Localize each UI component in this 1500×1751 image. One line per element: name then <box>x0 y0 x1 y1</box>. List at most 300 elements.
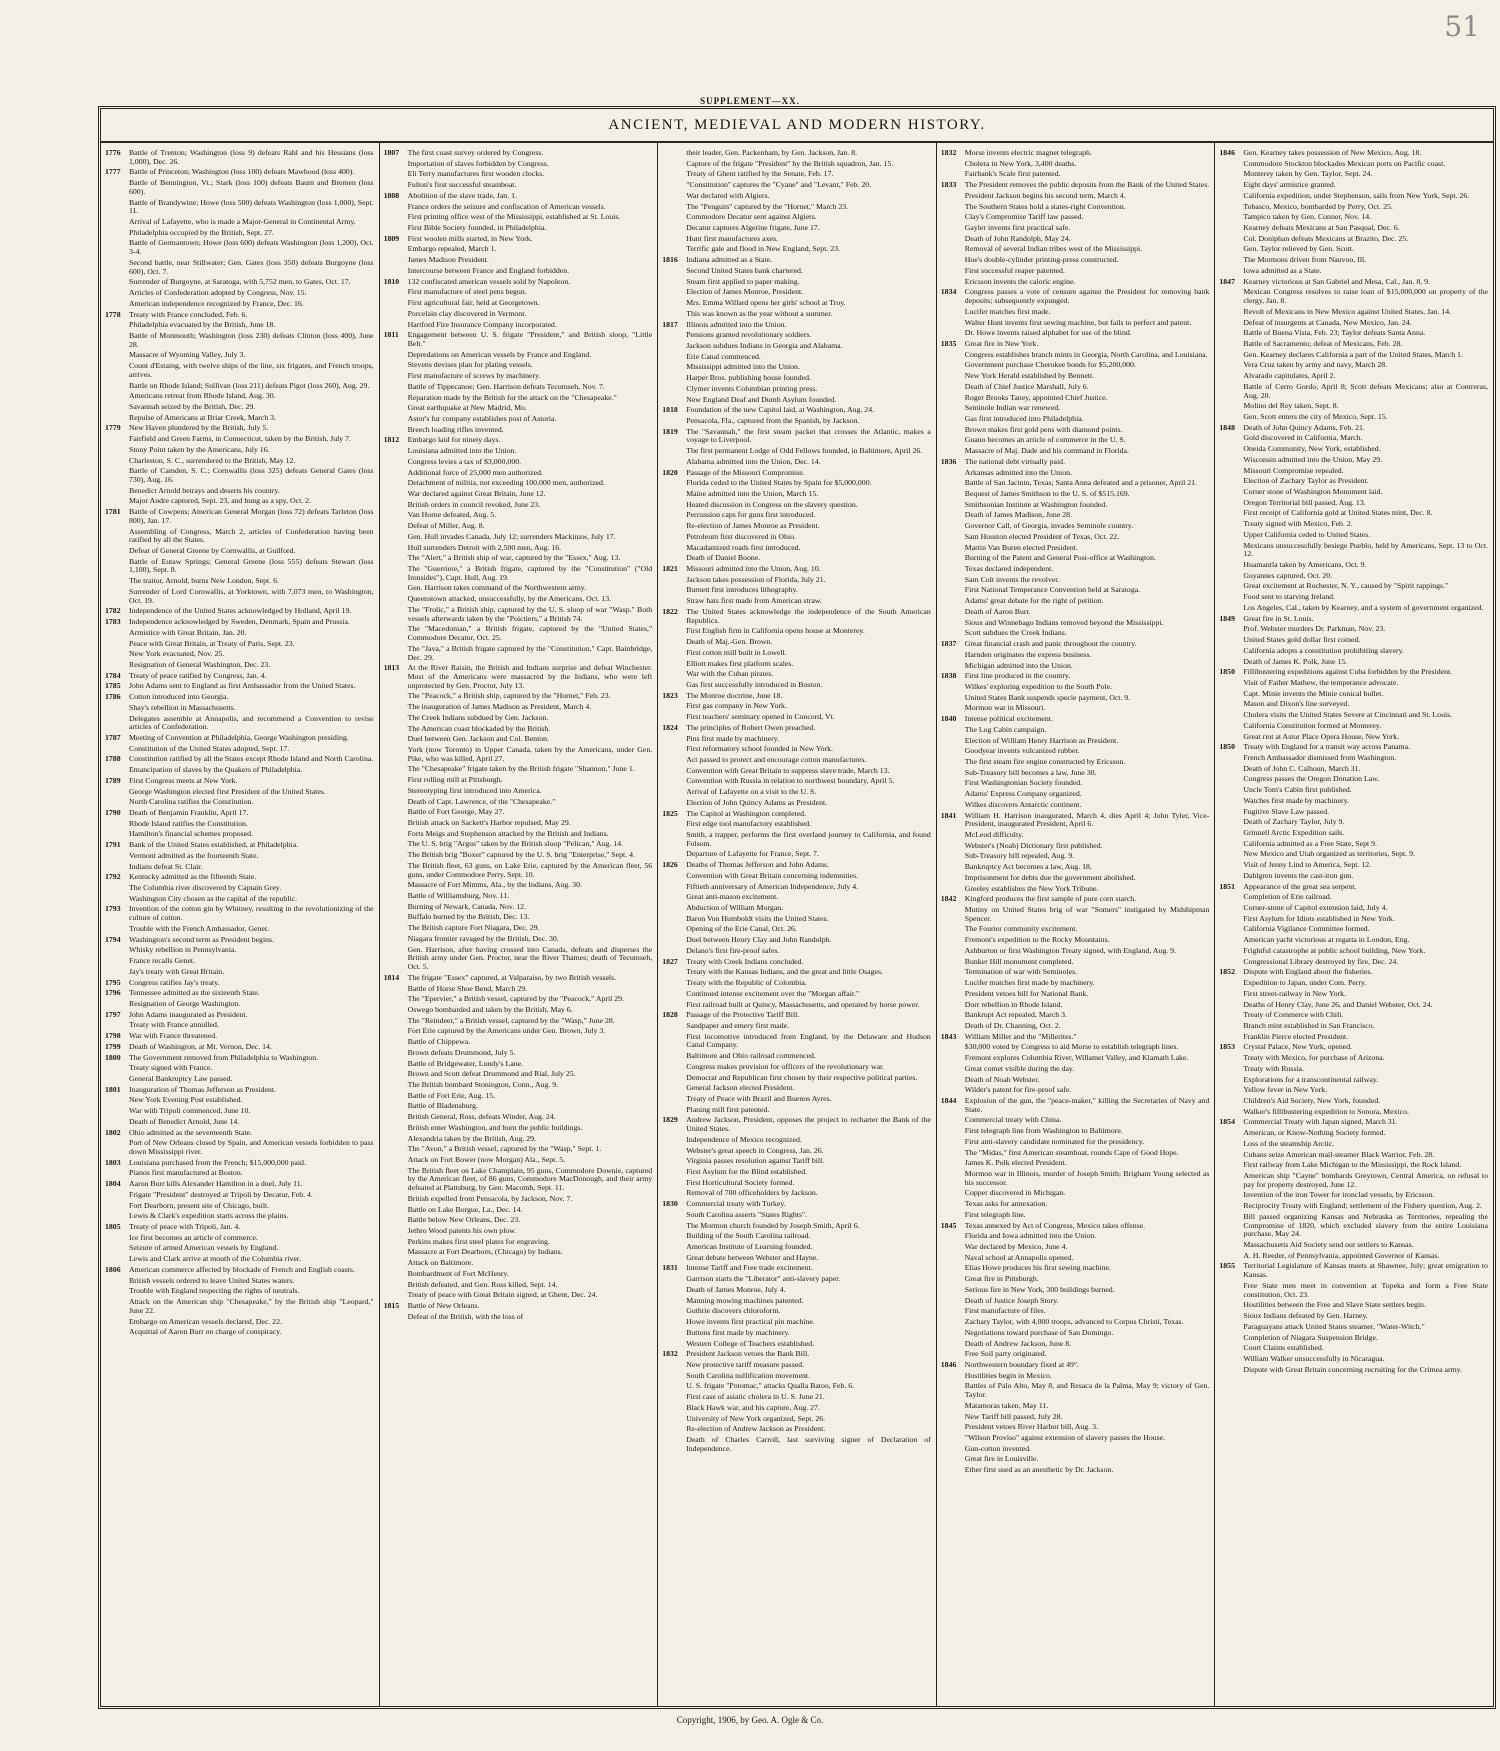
entry-year <box>662 363 686 372</box>
entry-year: 1812 <box>383 435 400 445</box>
entry-year <box>1219 690 1243 699</box>
history-entry <box>384 181 653 190</box>
history-entry <box>1219 149 1488 158</box>
entry-text: Manning mowing machines patented. <box>686 1295 804 1305</box>
entry-year <box>384 224 408 233</box>
entry-year: 1825 <box>662 808 678 818</box>
history-entry <box>941 1413 1210 1422</box>
entry-text: France recalls Genet. <box>129 956 196 966</box>
entry-text: Petroleum first discovered in Ohio. <box>686 531 796 541</box>
entry-text: Aaron Burr kills Alexander Hamilton in a duel, July 11. <box>129 1179 303 1189</box>
history-entry <box>941 925 1210 934</box>
entry-year <box>105 715 129 732</box>
entry-year <box>105 1021 129 1030</box>
history-entry <box>1219 402 1488 411</box>
entry-text: Gen. Scott enters the city of Mexico, Sept. 15. <box>1243 411 1388 421</box>
entry-text: The principles of Robert Owen preached. <box>686 722 816 732</box>
entry-year <box>1219 1065 1243 1074</box>
entry-text: Lewis & Clark's expedition starts across the plains. <box>129 1211 289 1221</box>
history-entry <box>384 1081 653 1090</box>
entry-text: First case of asiatic cholera in U. S. June 21. <box>686 1392 825 1402</box>
entry-text: Congress passes a vote of censure against the President for removing bank deposits; subsequently expunged. <box>964 287 1210 306</box>
entry-year <box>384 522 408 531</box>
entry-text: First rolling mill at Pittsburgh. <box>407 775 503 785</box>
entry-text: Fulton's first successful steamboat. <box>407 180 517 190</box>
entry-text: Attack on Fort Bower (now Morgan) Ala., Sept. 5. <box>407 1155 566 1164</box>
entry-year <box>662 649 686 658</box>
history-entry <box>941 737 1210 746</box>
history-entry <box>105 278 374 287</box>
history-entry <box>384 321 653 330</box>
entry-year <box>105 957 129 966</box>
entry-year: 1844 <box>940 1095 957 1105</box>
entry-text: Upper California ceded to United States. <box>1243 529 1371 539</box>
entry-year: 1829 <box>662 1115 678 1125</box>
entry-text: Surrender of Burgoyne, at Saratoga, with 5,752 men, to Gates, Oct. 17. <box>129 277 351 287</box>
history-entry <box>941 715 1210 724</box>
entry-year: 1817 <box>662 319 678 329</box>
entry-text: Explorations for a transcontinental railway. <box>1243 1074 1379 1084</box>
entry-year <box>1219 990 1243 999</box>
entry-year <box>662 1340 686 1349</box>
entry-year <box>662 310 686 319</box>
history-entry <box>941 256 1210 265</box>
entry-text: Roger Brooks Taney, appointed Chief Justice. <box>964 392 1108 402</box>
entry-text: Erie Canal commenced. <box>686 351 761 361</box>
entry-year <box>1219 979 1243 988</box>
history-entry <box>941 812 1210 829</box>
entry-year <box>105 863 129 872</box>
entry-year <box>941 511 965 520</box>
entry-text: The "Reindeer," a British vessel, captured by the "Wasp," June 28. <box>407 1015 615 1025</box>
entry-year <box>105 289 129 298</box>
history-entry <box>105 1086 374 1095</box>
entry-text: The "Java," a British frigate captured by the "Constitution," Capt. Bainbridge, Dec. 29. <box>407 643 653 662</box>
history-entry <box>105 672 374 681</box>
entry-text: Corner-stone of Capitol extension laid, July 4. <box>1243 903 1388 913</box>
entry-year <box>384 625 408 642</box>
entry-year <box>941 874 965 883</box>
history-entry <box>105 1244 374 1253</box>
entry-text: The "Epervier," a British vessel, captured by the "Peacock," April 29. <box>407 994 624 1004</box>
entry-year <box>941 447 965 456</box>
history-entry <box>384 913 653 922</box>
entry-text: President Jackson vetoes the Bank Bill. <box>686 1349 810 1359</box>
entry-text: California adopts a constitution prohibiting slavery. <box>1243 645 1404 655</box>
entry-year: 1807 <box>383 148 400 157</box>
history-entry <box>662 342 931 351</box>
entry-year <box>662 872 686 881</box>
entry-year <box>1219 372 1243 381</box>
entry-text: Ether first used as an anesthetic by Dr. Jackson. <box>964 1465 1114 1475</box>
entry-year <box>662 1179 686 1188</box>
entry-text: Gas first successfully introduced in Boston. <box>686 679 823 689</box>
entry-year <box>1219 1344 1243 1353</box>
entry-text: Election of Zachary Taylor as President. <box>1243 476 1369 486</box>
history-entry <box>105 863 374 872</box>
entry-year <box>941 769 965 778</box>
entry-year <box>1219 647 1243 656</box>
entry-year <box>105 321 129 330</box>
entry-year <box>384 776 408 785</box>
entry-year <box>941 394 965 403</box>
history-entry <box>1219 1334 1488 1343</box>
entry-year: 1792 <box>105 872 121 882</box>
entry-year <box>384 1006 408 1015</box>
history-entry <box>1219 1323 1488 1332</box>
entry-year: 1785 <box>105 681 121 691</box>
history-entry <box>941 906 1210 923</box>
history-entry <box>941 1382 1210 1399</box>
entry-text: Straw hats first made from American straw. <box>686 596 822 606</box>
entry-text: Battle on Lake Borgue, La., Dec. 14. <box>407 1204 523 1214</box>
history-entry <box>662 1033 931 1050</box>
entry-text: The Southern States hold a states-right Convention. <box>964 201 1126 211</box>
entry-year <box>384 1145 408 1154</box>
entry-year <box>384 1156 408 1165</box>
history-entry <box>941 958 1210 967</box>
entry-text: Free State men meet in convention at Topeka and form a Free State constitution, Oct. 23. <box>1243 1280 1488 1299</box>
entry-year <box>1219 1213 1243 1239</box>
entry-text: First railroad built at Quincy, Massachusetts, and operated by horse power. <box>686 999 920 1009</box>
history-entry <box>105 1255 374 1264</box>
entry-text: Gen. Hull invades Canada, July 12; surrenders Mackinaw, July 17. <box>407 531 616 541</box>
entry-year: 1831 <box>662 1263 678 1273</box>
entry-text: Embargo laid for ninety days. <box>407 435 501 445</box>
entry-text: Massacre of Wyoming Valley, July 3. <box>129 350 246 360</box>
entry-text: Treaty of Commerce with Chili. <box>1243 1010 1344 1020</box>
entry-text: Invention of the cotton gin by Whitney, resulting in the revolutionizing of the culture of cotton. <box>129 904 374 923</box>
entry-year <box>105 820 129 829</box>
entry-text: The British fleet, 63 guns, on Lake Erie, captured by the American fleet, 56 guns, under Commodore Perry, Sept. 10. <box>407 860 653 879</box>
entry-year: 1837 <box>940 639 957 649</box>
entry-year: 1849 <box>1219 613 1235 623</box>
history-entry <box>384 351 653 360</box>
entry-text: The "Avon," a British vessel, captured by the "Wasp," Sept. 1. <box>407 1144 602 1154</box>
history-entry <box>105 715 374 732</box>
entry-year <box>941 990 965 999</box>
entry-text: Passage of the Protective Tariff Bill. <box>686 1010 800 1020</box>
history-entry <box>662 1436 931 1453</box>
entry-year <box>384 160 408 169</box>
entry-text: Termination of war with Seminoles. <box>964 967 1078 977</box>
entry-year <box>662 702 686 711</box>
entry-text: Tennessee admitted as the sixteenth State. <box>129 988 260 998</box>
entry-year <box>105 629 129 638</box>
entry-text: Elias Howe produces his first sewing machine. <box>964 1263 1111 1273</box>
entry-text: Northwestern boundary fixed at 49°. <box>964 1359 1079 1369</box>
entry-year <box>941 852 965 861</box>
entry-text: Terrific gale and flood in New England, Sept. 23. <box>686 244 841 254</box>
history-entry <box>384 765 653 774</box>
entry-text: Webster's (Noah) Dictionary first published. <box>964 840 1103 850</box>
history-entry <box>105 457 374 466</box>
history-entry <box>105 1202 374 1211</box>
entry-text: South Carolina nullification movement. <box>686 1370 811 1380</box>
entry-year <box>941 245 965 254</box>
entry-year <box>105 946 129 955</box>
entry-text: Treaty of peace with Great Britain signed, at Ghent, Dec. 24. <box>407 1290 598 1300</box>
history-entry <box>1219 434 1488 443</box>
entry-text: Battle of San Jacinto, Texas; Santa Anna defeated and a prisoner, April 21. <box>964 478 1197 488</box>
entry-text: Surrender of Lord Cornwallis, at Yorktown, with 7,073 men, to Washington, Oct. 19. <box>129 586 374 605</box>
entry-text: Embargo on American vessels declared, Dec. 22. <box>129 1316 282 1326</box>
entry-year <box>662 245 686 254</box>
history-entry <box>1219 361 1488 370</box>
entry-text: Congressional Library destroyed by fire, Dec. 24. <box>1243 956 1399 966</box>
history-entry <box>1219 224 1488 233</box>
entry-year <box>941 469 965 478</box>
entry-text: Corner stone of Washington Monument laid. <box>1243 487 1383 496</box>
entry-text: Iowa admitted as a State. <box>1243 265 1322 275</box>
history-entry <box>662 1404 931 1413</box>
entry-year <box>384 426 408 435</box>
entry-text: First teachers' seminary opened in Concord, Vt. <box>686 712 835 722</box>
entry-year <box>941 737 965 746</box>
history-entry <box>1219 488 1488 497</box>
entry-year <box>941 906 965 923</box>
entry-year: 1813 <box>383 663 400 673</box>
entry-year <box>941 1275 965 1284</box>
entry-year <box>1219 319 1243 328</box>
history-entry <box>384 490 653 499</box>
entry-year <box>1219 593 1243 602</box>
entry-text: Independence acknowledged by Sweden, Denmark, Spain and Prussia. <box>129 617 350 627</box>
entry-text: Garrison starts the "Liberator" anti-slavery paper. <box>686 1274 841 1284</box>
history-entry <box>941 662 1210 671</box>
entry-text: The British capture Fort Niagara, Dec. 29. <box>407 923 540 933</box>
entry-year <box>941 203 965 212</box>
entry-text: This was known as the year without a summer. <box>686 308 833 318</box>
history-entry <box>1219 203 1488 212</box>
entry-year <box>384 595 408 604</box>
history-entry <box>941 769 1210 778</box>
entry-text: Opening of the Erie Canal, Oct. 26. <box>686 924 797 934</box>
entry-year <box>941 1329 965 1338</box>
history-entry <box>384 584 653 593</box>
entry-text: The British fleet on Lake Champlain, 95 guns, Commodore Downie, captured by the American fleet, of 86 guns, Commodore MacDonough, and their army defeated at Plattsburg, by Gen. Macomb, Sept. 11. <box>407 1165 653 1193</box>
history-entry <box>384 310 653 319</box>
history-entry <box>662 735 931 744</box>
entry-text: Attack on the American ship "Chesapeake," by the British ship "Leopard," June 22. <box>129 1297 374 1315</box>
entry-year <box>662 278 686 287</box>
history-entry <box>662 331 931 340</box>
entry-text: University of New York organized, Sept. 26. <box>686 1413 826 1423</box>
entry-text: Foundation of the new Capitol laid, at Washington, Aug. 24. <box>686 405 875 415</box>
entry-year <box>941 1413 965 1422</box>
entry-year <box>1219 361 1243 370</box>
entry-text: Battle of Chippewa. <box>407 1037 471 1047</box>
history-entry <box>1219 979 1488 988</box>
history-entry <box>384 985 653 994</box>
entry-year <box>1219 160 1243 169</box>
entry-text: War with France threatened. <box>129 1031 218 1041</box>
entry-text: Congress ratifies Jay's treaty. <box>129 977 220 987</box>
history-entry <box>941 479 1210 488</box>
entry-text: Scott subdues the Creek Indians. <box>964 628 1067 638</box>
entry-text: First manufacture of steel pens begun. <box>407 287 527 297</box>
entry-text: Bankrupt Act repealed, March 3. <box>964 1010 1067 1020</box>
history-entry <box>662 958 931 967</box>
entry-text: Commercial treaty with China. <box>964 1115 1062 1125</box>
history-column-4 <box>937 143 1216 1706</box>
history-entry <box>384 1259 653 1268</box>
entry-text: The "Guerriere," a British frigate, captured by the "Constitution" ("Old Ironsides"), Capt. Hull, Aug. 19. <box>407 564 653 582</box>
entry-text: The Columbia river discovered by Captain Grey. <box>129 883 282 893</box>
history-entry <box>1219 1301 1488 1310</box>
entry-text: Battle below New Orleans, Dec. 23. <box>407 1215 521 1225</box>
entry-year <box>941 436 965 445</box>
entry-text: John Adams sent to England as first Ambassador from the United States. <box>129 681 356 691</box>
history-entry <box>384 595 653 604</box>
entry-year <box>941 1350 965 1359</box>
entry-text: First edge tool manufactory established. <box>686 819 812 829</box>
entry-text: Count d'Estaing, with twelve ships of the line, six frigates, and French troops, arrives. <box>129 361 374 379</box>
entry-year <box>1219 413 1243 422</box>
entry-text: First telegraph line. <box>964 1209 1026 1219</box>
history-entry <box>941 1127 1210 1136</box>
entry-year <box>1219 850 1243 859</box>
entry-year <box>105 332 129 349</box>
entry-text: The British brig "Boxer" captured by the U. S. brig "Enterprise," Sept. 4. <box>407 850 635 860</box>
history-entry <box>941 319 1210 328</box>
entry-year <box>384 267 408 276</box>
entry-text: First agricultural fair, held at Georgetown. <box>407 298 540 308</box>
entry-text: Bequest of James Smithson to the U. S. of $515,169. <box>964 489 1130 498</box>
history-entry <box>105 392 374 401</box>
entry-year <box>941 704 965 713</box>
history-entry <box>384 881 653 890</box>
entry-text: American yacht victorious at regatta in London, Eng. <box>1243 935 1410 945</box>
entry-text: Visit of Jenny Lind to America, Sept. 12. <box>1243 860 1372 870</box>
entry-year <box>1219 1076 1243 1085</box>
history-entry <box>941 1211 1210 1220</box>
entry-text: Death of Noah Webster. <box>964 1074 1040 1084</box>
history-entry <box>384 1248 653 1257</box>
entry-text: First Asylum for the Blind established. <box>686 1167 808 1176</box>
history-entry <box>1219 445 1488 454</box>
entry-text: Paraguayans attack United States steamer, "Water-Witch." <box>1243 1321 1425 1331</box>
entry-year <box>941 979 965 988</box>
history-entry <box>662 777 931 786</box>
entry-year: 1781 <box>105 507 121 517</box>
entry-text: General Jackson elected President. <box>686 1083 795 1093</box>
history-entry <box>384 331 653 348</box>
history-entry <box>662 1179 931 1188</box>
entry-text: Death of John Randolph, May 24. <box>964 233 1071 243</box>
entry-year <box>105 487 129 496</box>
entry-year <box>384 213 408 222</box>
entry-text: Stereotyping first introduced into America. <box>407 785 542 795</box>
entry-year <box>105 1328 129 1337</box>
history-entry <box>1219 235 1488 244</box>
entry-text: Gen. Harrison, after having crossed into Canada, defeats and disperses the British army under Gen. Proctor, near the River Thames; death of Tecumseh, Oct. 5. <box>407 944 653 972</box>
entry-text: Guthrie discovers chloroform. <box>686 1306 781 1316</box>
history-entry <box>941 831 1210 840</box>
entry-year <box>105 1277 129 1286</box>
history-entry <box>662 1116 931 1133</box>
history-entry <box>384 851 653 860</box>
entry-year: 1804 <box>105 1179 121 1189</box>
history-entry <box>662 385 931 394</box>
entry-year <box>941 758 965 767</box>
history-entry <box>1219 509 1488 518</box>
history-entry <box>1219 520 1488 529</box>
history-entry <box>662 915 931 924</box>
history-entry <box>941 213 1210 222</box>
entry-text: Treaty of Ghent ratified by the Senate, Feb. 17. <box>686 169 834 179</box>
history-entry <box>1219 561 1488 570</box>
history-entry <box>105 179 374 196</box>
history-entry <box>105 693 374 702</box>
entry-year <box>662 1404 686 1413</box>
history-entry <box>662 576 931 585</box>
entry-text: Commodore Decatur sent against Algiers. <box>686 212 817 222</box>
entry-text: Burning of Newark, Canada, Nov. 12. <box>407 901 526 911</box>
history-entry <box>662 479 931 488</box>
history-entry <box>941 288 1210 305</box>
history-entry <box>1219 1262 1488 1279</box>
entry-year <box>662 267 686 276</box>
history-entry <box>105 798 374 807</box>
history-entry <box>941 203 1210 212</box>
history-entry <box>384 1291 653 1300</box>
entry-year <box>384 394 408 403</box>
history-entry <box>1219 1151 1488 1160</box>
history-entry <box>1219 615 1488 624</box>
entry-year: 1828 <box>662 1010 678 1020</box>
entry-year <box>1219 509 1243 518</box>
entry-text: Battle of New Orleans. <box>407 1301 480 1311</box>
entry-text: The Capitol at Washington completed. <box>686 808 807 818</box>
entry-year <box>384 819 408 828</box>
entry-year <box>105 239 129 256</box>
history-entry <box>662 1011 931 1020</box>
history-entry <box>662 417 931 426</box>
history-entry <box>384 235 653 244</box>
entry-text: Eight days' armistice granted. <box>1243 180 1336 190</box>
history-entry <box>662 181 931 190</box>
entry-text: Molino del Rey taken, Sept. 8. <box>1243 401 1339 411</box>
entry-year <box>1219 561 1243 570</box>
history-entry <box>105 446 374 455</box>
entry-year <box>1219 1334 1243 1343</box>
history-entry <box>941 1329 1210 1338</box>
entry-text: Great excitement at Rochester, N. Y., caused by "Spirit rappings." <box>1243 581 1449 591</box>
history-entry <box>662 799 931 808</box>
entry-text: Hostilities begin in Mexico. <box>964 1370 1052 1380</box>
copyright-line: Copyright, 1906, by Geo. A. Ogle & Co. <box>676 1715 824 1725</box>
entry-year <box>662 374 686 383</box>
entry-year <box>941 1170 965 1187</box>
entry-text: American commerce affected by blockade of French and English coasts. <box>129 1264 355 1274</box>
history-entry <box>662 1340 931 1349</box>
entry-text: Death of Zachary Taylor, July 9. <box>1243 817 1345 827</box>
entry-text: The "Macedonian," a British frigate, captured by the "United States," Commodore Decatur, Oct. 25. <box>407 624 653 643</box>
history-entry <box>941 224 1210 233</box>
entry-year <box>662 713 686 722</box>
entry-year <box>1219 925 1243 934</box>
entry-year <box>1219 383 1243 400</box>
entry-year: 1794 <box>105 934 121 944</box>
entry-year <box>941 1138 965 1147</box>
history-entry <box>1219 658 1488 667</box>
supplement-header: SUPPLEMENT—XX. <box>700 96 800 106</box>
entry-text: Texas asks for annexation. <box>964 1199 1048 1209</box>
entry-text: Harper Bros. publishing house founded. <box>686 373 811 383</box>
history-entry <box>384 903 653 912</box>
entry-year <box>941 1149 965 1158</box>
